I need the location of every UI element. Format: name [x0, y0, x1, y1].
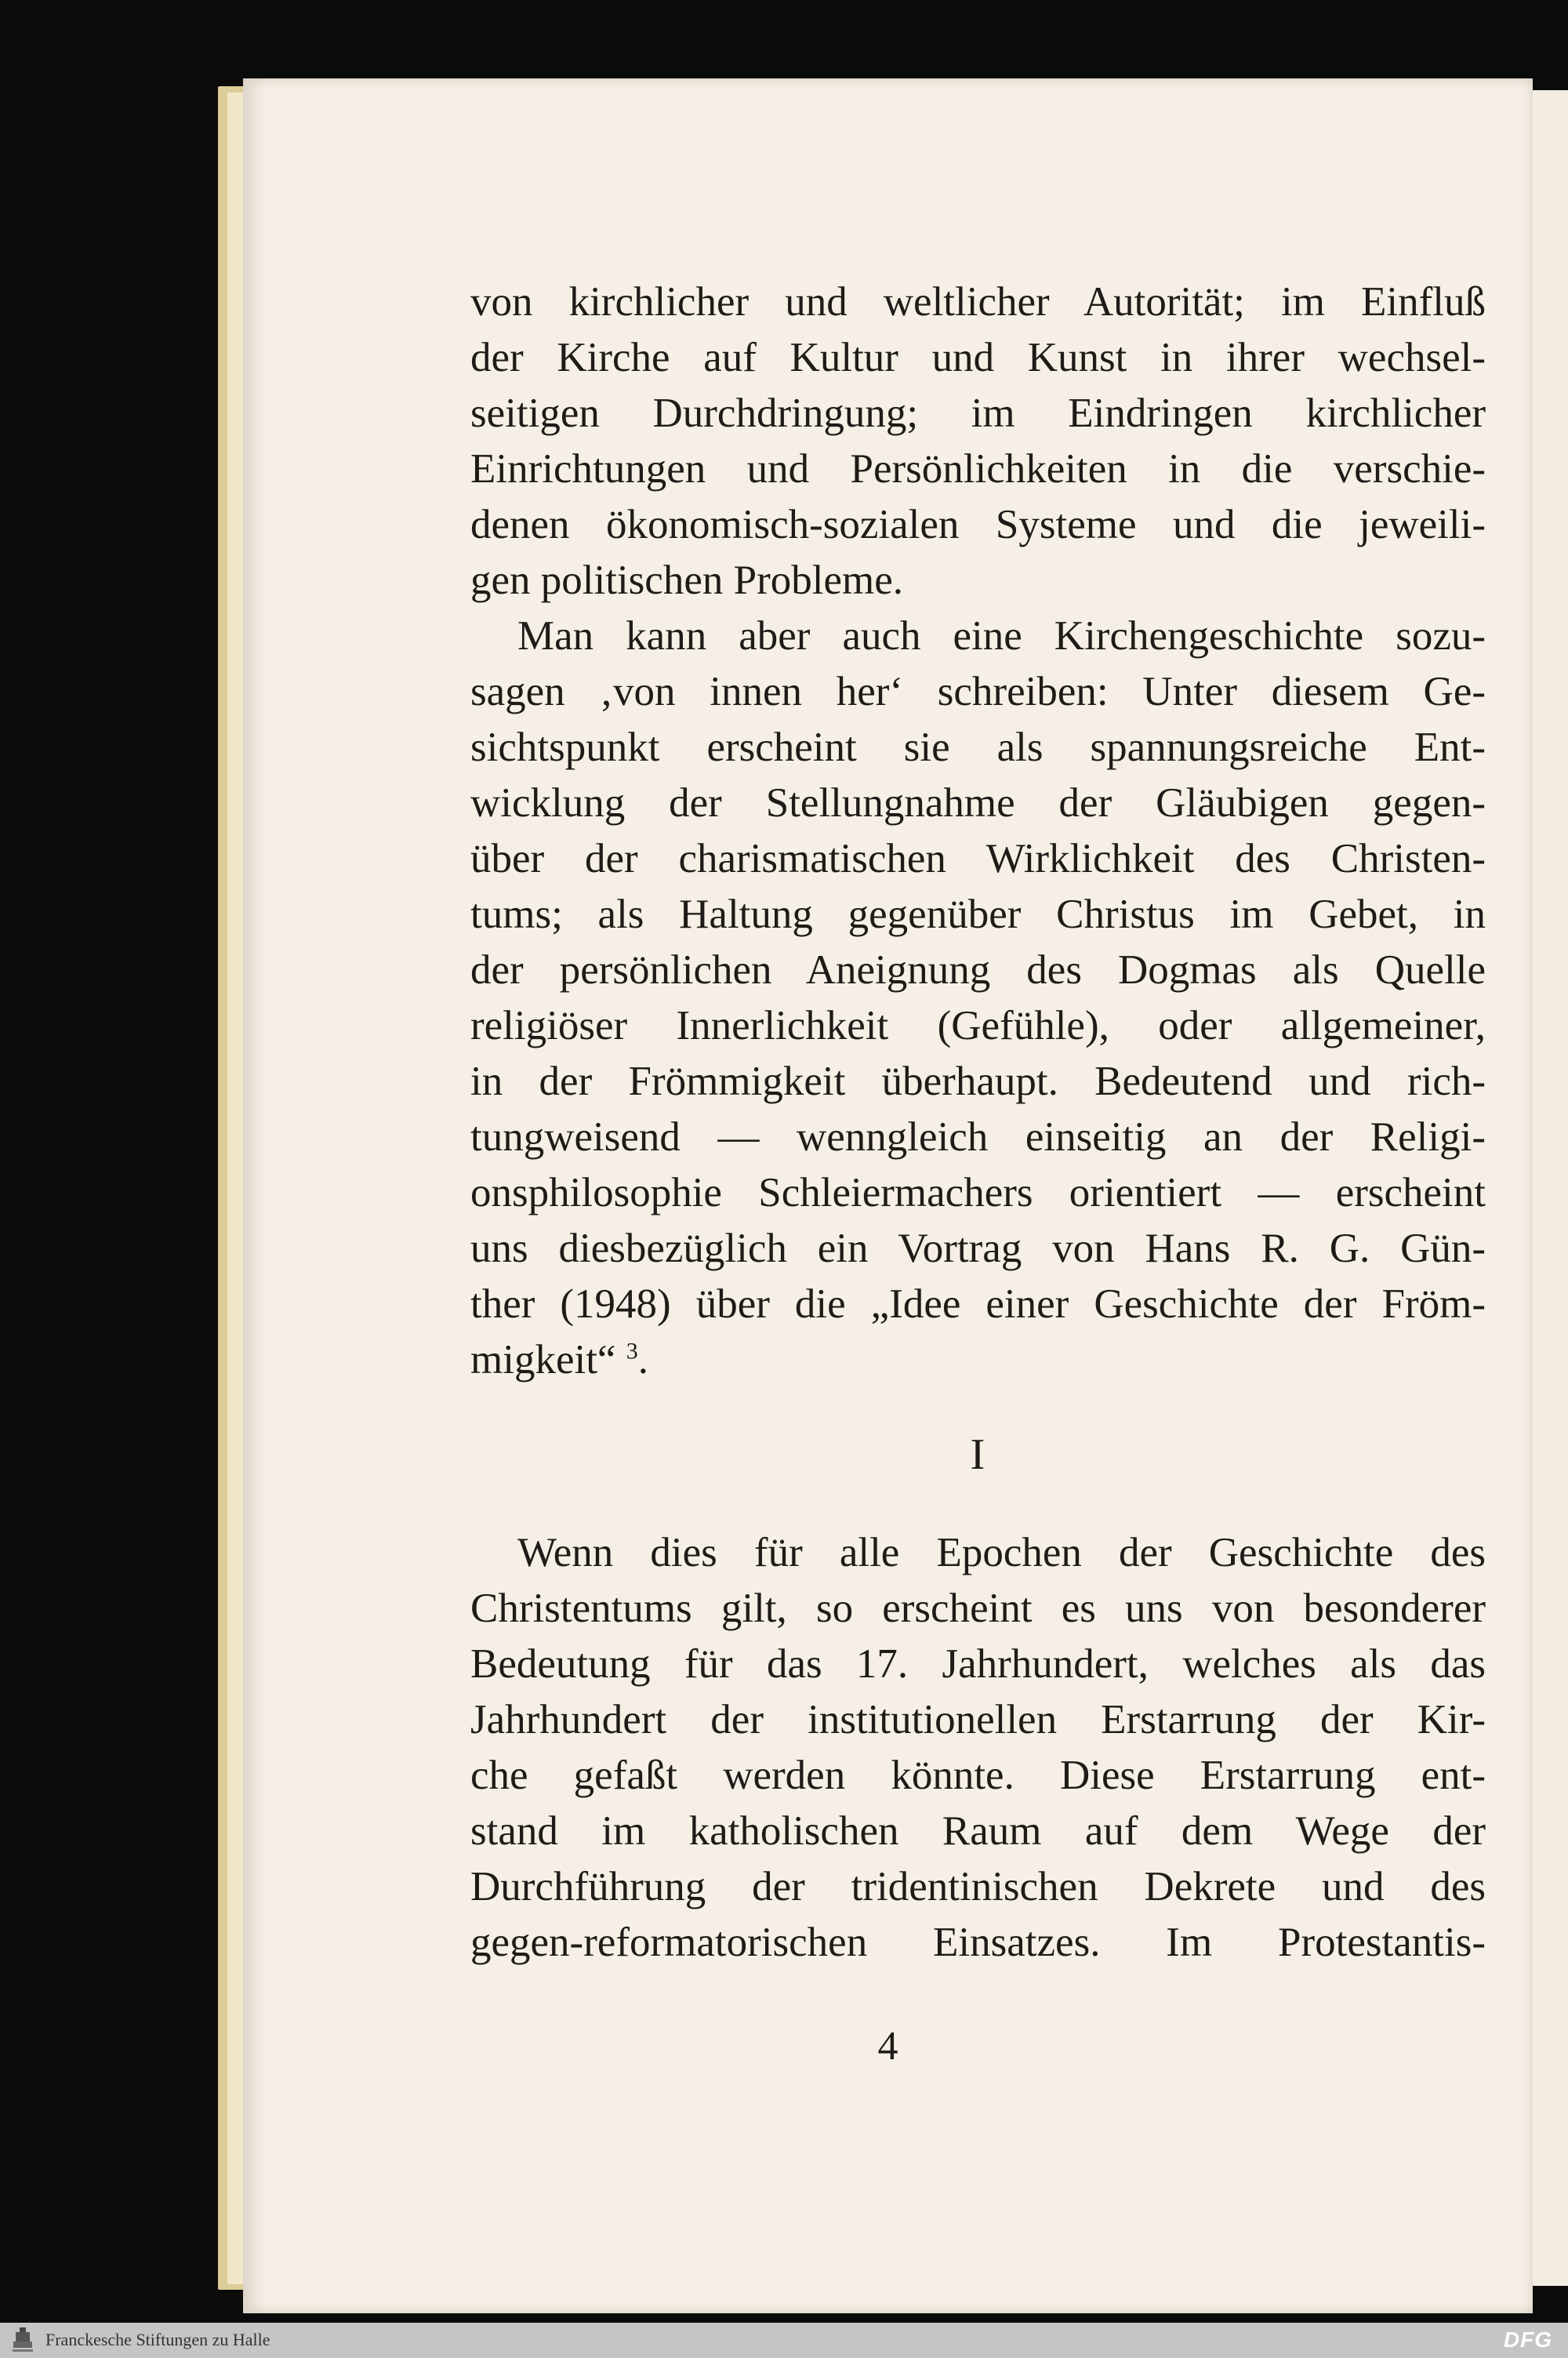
text-line: Christentums gilt, so erscheint es uns von besonderer: [470, 1586, 1486, 1631]
paragraph-2: [470, 609, 1486, 1388]
francke-foundation-logo-icon: [11, 2326, 34, 2354]
text-line: über der charismatischen Wirklichkeit des Christen-: [470, 836, 1486, 881]
paragraph-1: [470, 274, 1486, 609]
institution-name[interactable]: Franckesche Stiftungen zu Halle: [45, 2330, 270, 2349]
text-line: Durchführung der tridentinischen Dekrete und des: [470, 1864, 1486, 1909]
viewer-footer: [0, 2323, 1568, 2358]
text-line: che gefaßt werden könnte. Diese Erstarrung ent-: [470, 1753, 1486, 1798]
text-line: Jahrhundert der institutionellen Erstarrung der Kir-: [470, 1697, 1486, 1742]
text-line: Einrichtungen und Persönlichkeiten in die verschie-: [470, 446, 1486, 492]
text-fragment: migkeit“: [470, 1337, 616, 1382]
page-number: 4: [877, 2024, 898, 2069]
paragraph-3: [470, 1525, 1486, 1971]
text-line: gegen-reformatorischen Einsatzes. Im Protestantis-: [470, 1920, 1486, 1965]
text-line: onsphilosophie Schleiermachers orientiert — erscheint: [470, 1170, 1486, 1215]
text-line: uns diesbezüglich ein Vortrag von Hans R. G. Gün-: [470, 1226, 1486, 1271]
text-line: in der Frömmigkeit überhaupt. Bedeutend und rich-: [470, 1059, 1486, 1104]
text-line: wicklung der Stellungnahme der Gläubigen gegen-: [470, 780, 1486, 826]
text-line: gen politischen Probleme.: [470, 558, 903, 603]
text-line: sichtspunkt erscheint sie als spannungsreiche Ent-: [470, 725, 1486, 770]
text-line: tungweisend — wenngleich einseitig an der Religi-: [470, 1114, 1486, 1160]
text-line: der persönlichen Aneignung des Dogmas als Quelle: [470, 947, 1486, 993]
text-fragment: .: [637, 1337, 648, 1382]
text-line: seitigen Durchdringung; im Eindringen kirchlicher: [470, 391, 1486, 436]
text-line: Wenn dies für alle Epochen der Geschichte des: [517, 1530, 1486, 1575]
text-line: [470, 1332, 1486, 1388]
text-line: denen ökonomisch-sozialen Systeme und die jeweili-: [470, 502, 1486, 547]
text-line: tums; als Haltung gegenüber Christus im Gebet, in: [470, 892, 1486, 937]
dfg-logo[interactable]: DFG: [1503, 2327, 1552, 2352]
text-line: Bedeutung für das 17. Jahrhundert, welches als das: [470, 1641, 1486, 1687]
text-line: ther (1948) über die „Idee einer Geschichte der Fröm-: [470, 1281, 1486, 1327]
text-line: religiöser Innerlichkeit (Gefühle), oder allgemeiner,: [470, 1003, 1486, 1048]
section-heading: I: [970, 1430, 986, 1479]
text-line: Man kann aber auch eine Kirchengeschichte sozu-: [517, 613, 1486, 659]
footnote-marker[interactable]: 3: [626, 1338, 638, 1364]
facing-page-edge: [1529, 90, 1568, 2286]
text-line: stand im katholischen Raum auf dem Wege der: [470, 1808, 1486, 1854]
body-text: [470, 274, 1486, 1971]
book-page: [243, 78, 1533, 2313]
text-line: sagen ‚von innen her‘ schreiben: Unter diesem Ge-: [470, 669, 1486, 714]
text-line: der Kirche auf Kultur und Kunst in ihrer wechsel-: [470, 335, 1486, 380]
text-line: von kirchlicher und weltlicher Autorität; im Einfluß: [470, 279, 1486, 325]
